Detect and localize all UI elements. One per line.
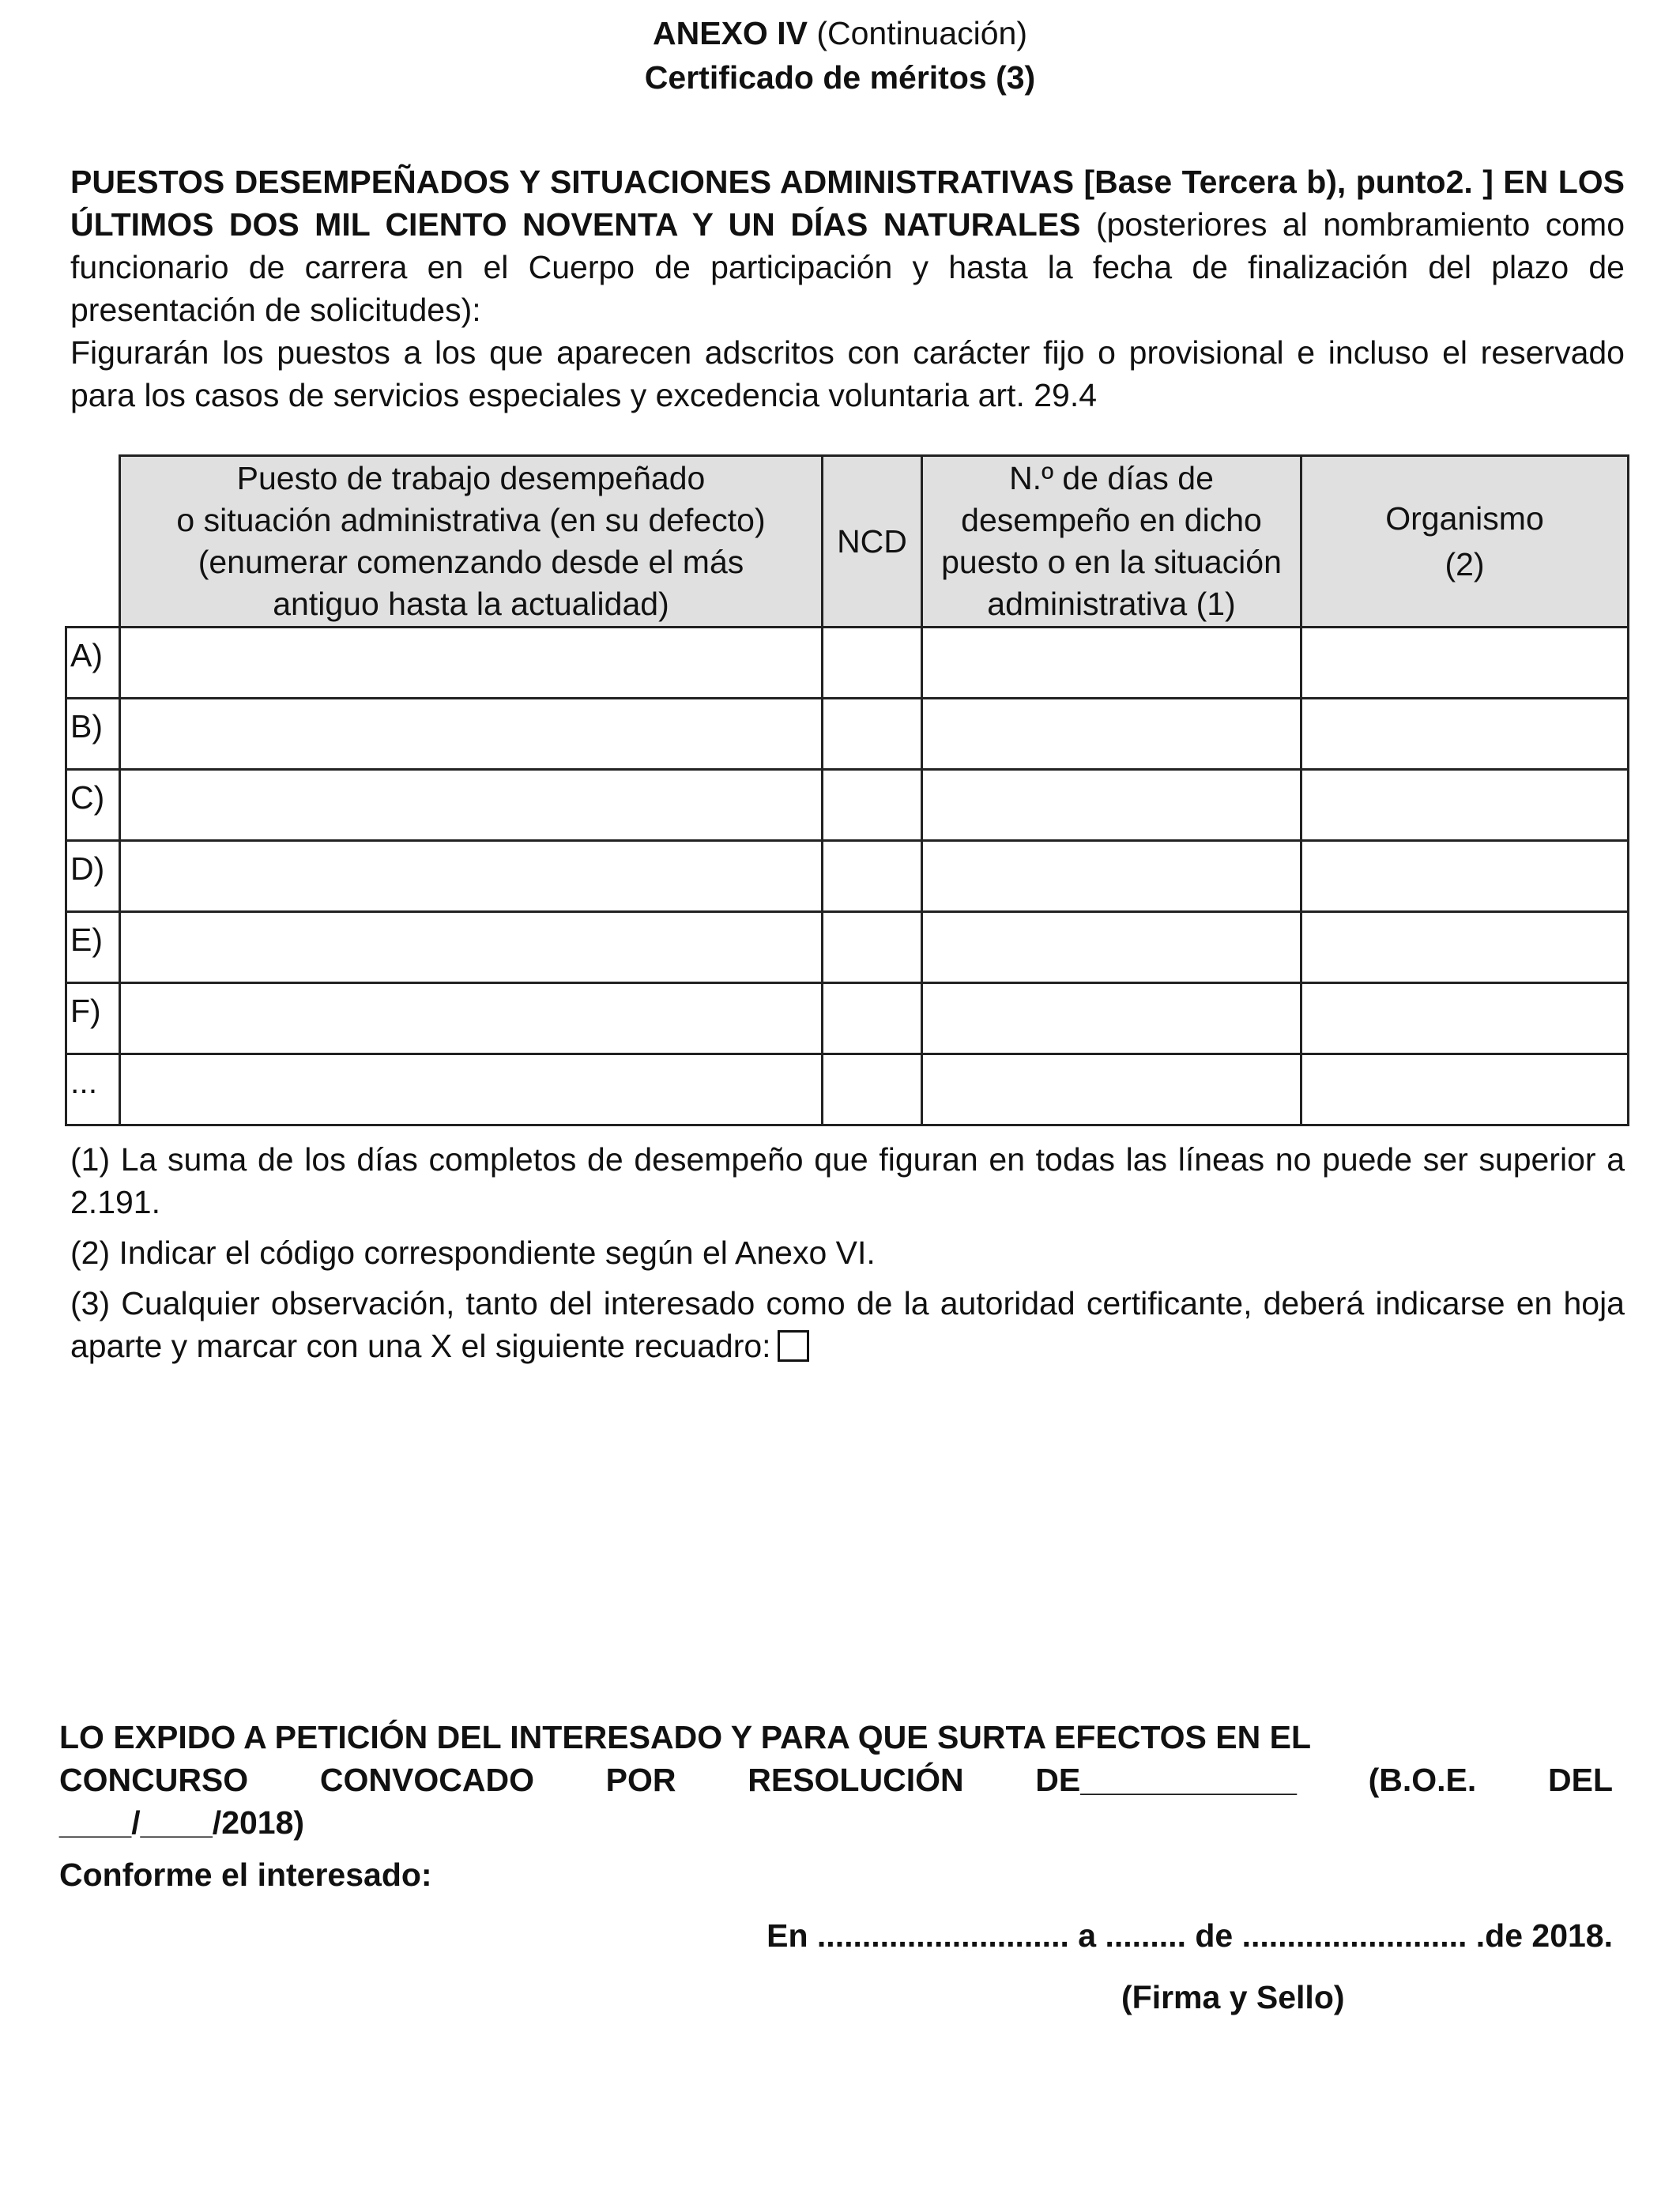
table-row <box>66 1054 1629 1125</box>
cell-organismo[interactable] <box>1301 1054 1629 1125</box>
note-3 <box>70 1282 1625 1367</box>
closing-word: (B.O.E. <box>1368 1762 1477 1798</box>
note-3-text: (3) Cualquier observación, tanto del interesado como de la autoridad certificante, deberá indicarse en hoja aparte y marcar con una X el siguiente recuadro: <box>70 1285 1625 1364</box>
cell-puesto[interactable] <box>120 1054 823 1125</box>
cell-ncd[interactable] <box>823 770 922 841</box>
annex-label: ANEXO IV <box>653 15 808 51</box>
closing-line-3: ____/____/2018) <box>59 1804 305 1841</box>
cell-dias[interactable] <box>922 841 1301 912</box>
cell-puesto[interactable] <box>120 983 823 1054</box>
intro-heading <box>70 160 1625 331</box>
signature-label: (Firma y Sello) <box>1121 1979 1345 2015</box>
closing-word: CONCURSO <box>59 1762 249 1798</box>
header-line: administrativa (1) <box>987 586 1236 622</box>
row-label: D) <box>66 841 120 912</box>
closing-line-2 <box>59 1759 1613 1801</box>
closing-word: CONVOCADO <box>319 1762 534 1798</box>
header-line: desempeño en dicho <box>961 502 1262 538</box>
cell-dias[interactable] <box>922 699 1301 770</box>
conforme-label: Conforme el interesado: <box>59 1857 432 1893</box>
header-line: Organismo <box>1385 500 1544 537</box>
cell-puesto[interactable] <box>120 770 823 841</box>
closing-statement <box>59 1716 1613 1844</box>
cell-dias[interactable] <box>922 628 1301 699</box>
cell-organismo[interactable] <box>1301 770 1629 841</box>
cell-ncd[interactable] <box>823 1054 922 1125</box>
observation-checkbox[interactable] <box>778 1330 809 1362</box>
table-row <box>66 983 1629 1054</box>
header-corner <box>66 456 120 628</box>
cell-puesto[interactable] <box>120 628 823 699</box>
header-line: puesto o en la situación <box>941 544 1282 580</box>
cell-ncd[interactable] <box>823 983 922 1054</box>
cell-puesto[interactable] <box>120 841 823 912</box>
cell-dias[interactable] <box>922 912 1301 983</box>
table-row <box>66 841 1629 912</box>
cell-ncd[interactable] <box>823 912 922 983</box>
cell-organismo[interactable] <box>1301 983 1629 1054</box>
row-label: A) <box>66 628 120 699</box>
intro-section <box>70 160 1625 417</box>
table-row <box>66 628 1629 699</box>
closing-word: DE____________ <box>1035 1762 1297 1798</box>
cell-organismo[interactable] <box>1301 699 1629 770</box>
header-line: N.º de días de <box>1009 460 1214 496</box>
intro-paragraph: Figurarán los puestos a los que aparecen adscritos con carácter fijo o provisional e incluso el reservado para los casos de servicios especiales y excedencia voluntaria art. 29.4 <box>70 334 1625 413</box>
header-organismo <box>1301 456 1629 628</box>
place-date-line: En ............................ a ......... de ......................... .de 2018. <box>767 1917 1613 1954</box>
table-header-row <box>66 456 1629 628</box>
header-line: NCD <box>837 522 907 560</box>
row-label: ... <box>66 1054 120 1125</box>
intro-heading-bold: PUESTOS DESEMPEÑADOS Y SITUACIONES ADMINISTRATIVAS [Base Tercera b), punto2. ] EN LOS ÚLTIMOS DOS MIL CIENTO NOVENTA Y UN DÍAS NATURALES <box>70 164 1625 243</box>
header-puesto <box>120 456 823 628</box>
note-2: (2) Indicar el código correspondiente según el Anexo VI. <box>70 1235 876 1271</box>
cell-organismo[interactable] <box>1301 912 1629 983</box>
cell-dias[interactable] <box>922 1054 1301 1125</box>
notes-section <box>70 1138 1625 1375</box>
row-label: E) <box>66 912 120 983</box>
row-label: F) <box>66 983 120 1054</box>
intro-heading-rest: (posteriores al nombramiento como funcionario de carrera en el Cuerpo de participación y hasta la fecha de finalización del plazo de presentación de solicitudes): <box>70 206 1625 328</box>
annex-continuation: (Continuación) <box>816 15 1027 51</box>
cell-ncd[interactable] <box>823 699 922 770</box>
annex-title <box>0 13 1680 54</box>
cell-puesto[interactable] <box>120 699 823 770</box>
table-body <box>66 628 1629 1125</box>
closing-line-1: LO EXPIDO A PETICIÓN DEL INTERESADO Y PARA QUE SURTA EFECTOS EN EL <box>59 1719 1312 1755</box>
table-row <box>66 699 1629 770</box>
header-line: (enumerar comenzando desde el más <box>198 544 744 580</box>
closing-word: DEL <box>1547 1762 1613 1798</box>
table-row <box>66 912 1629 983</box>
header-line: (2) <box>1445 546 1485 582</box>
header-line: antiguo hasta la actualidad) <box>273 586 669 622</box>
certificate-subtitle: Certificado de méritos (3) <box>644 59 1036 96</box>
cell-dias[interactable] <box>922 983 1301 1054</box>
note-1: (1) La suma de los días completos de desempeño que figuran en todas las líneas no puede ser superior a 2.191. <box>70 1141 1625 1220</box>
row-label: C) <box>66 770 120 841</box>
cell-organismo[interactable] <box>1301 841 1629 912</box>
closing-word: RESOLUCIÓN <box>748 1762 964 1798</box>
header-line: Puesto de trabajo desempeñado <box>236 460 706 496</box>
header-ncd <box>823 456 922 628</box>
table-row <box>66 770 1629 841</box>
header-dias <box>922 456 1301 628</box>
cell-ncd[interactable] <box>823 628 922 699</box>
cell-dias[interactable] <box>922 770 1301 841</box>
cell-puesto[interactable] <box>120 912 823 983</box>
cell-organismo[interactable] <box>1301 628 1629 699</box>
merits-table <box>65 454 1629 1126</box>
header-line: o situación administrativa (en su defecto) <box>176 502 766 538</box>
row-label: B) <box>66 699 120 770</box>
closing-word: POR <box>605 1762 676 1798</box>
cell-ncd[interactable] <box>823 841 922 912</box>
